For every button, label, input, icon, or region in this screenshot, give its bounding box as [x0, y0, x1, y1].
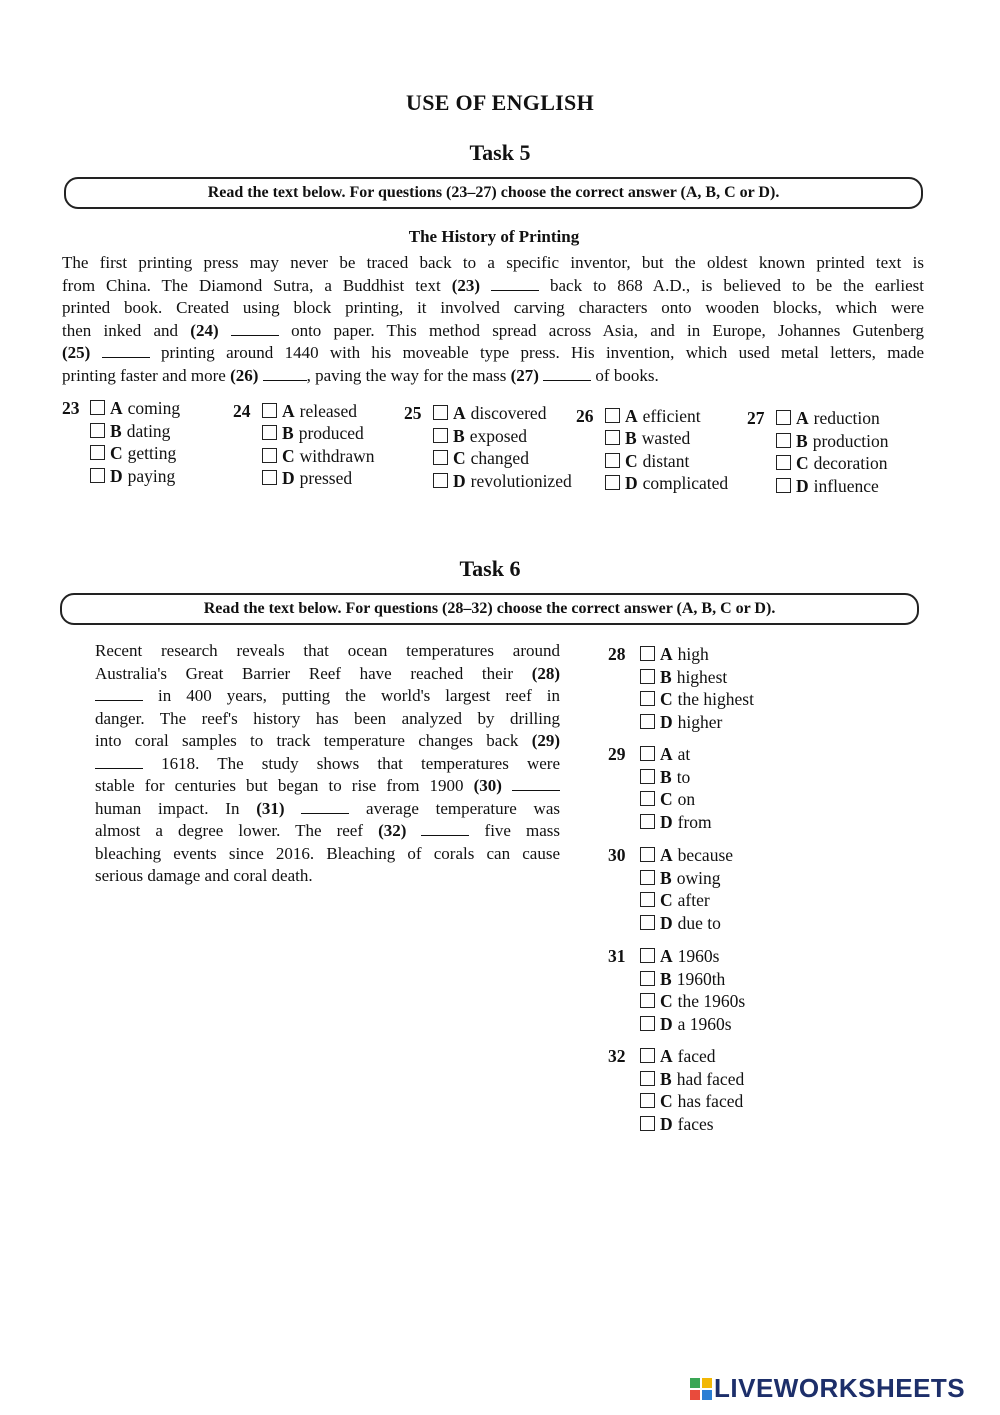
answer-option[interactable] — [433, 447, 529, 470]
option-text: due to — [677, 912, 721, 933]
question-number: 23 — [62, 398, 80, 418]
liveworksheets-logo-text: LIVEWORKSHEETS — [714, 1373, 966, 1403]
checkbox[interactable] — [640, 1093, 655, 1108]
task5-title: Task 5 — [469, 140, 531, 165]
gap-27-blank[interactable] — [543, 366, 591, 381]
checkbox[interactable] — [640, 791, 655, 806]
option-text: discovered — [470, 403, 547, 423]
gap-23-blank[interactable] — [491, 276, 539, 291]
option-text: paying — [127, 465, 176, 486]
answer-option[interactable] — [776, 452, 888, 475]
task5-line-2: from China. The Diamond Sutra, a Buddhist text (23) back to 868 A.D., is believed to be the earliest — [62, 275, 925, 295]
checkbox[interactable] — [640, 691, 655, 706]
option-letter: A — [625, 405, 638, 426]
option-letter: A — [796, 408, 809, 428]
answer-option[interactable] — [433, 470, 572, 493]
gap-24-blank[interactable] — [231, 321, 279, 336]
answer-option[interactable] — [640, 766, 690, 789]
checkbox[interactable] — [90, 445, 105, 460]
question-number: 26 — [576, 405, 594, 426]
option-letter: A — [660, 946, 673, 966]
option-letter: D — [625, 473, 638, 493]
gap-label-27: (27) — [510, 365, 539, 385]
task6-line-5: into coral samples to track temperature changes back (29) — [95, 731, 561, 750]
answer-option[interactable] — [776, 475, 879, 498]
option-letter: A — [660, 1046, 673, 1066]
task6-line-1: Recent research reveals that ocean temperatures around — [95, 641, 560, 660]
question-number: 25 — [404, 403, 422, 423]
checkbox[interactable] — [605, 408, 620, 423]
task5-instruction: Read the text below. For questions (23–27) choose the correct answer (A, B, C or D). — [64, 177, 923, 209]
option-letter: B — [625, 428, 637, 448]
checkbox[interactable] — [605, 475, 620, 490]
task5-passage — [62, 252, 924, 387]
question-number: 27 — [747, 408, 765, 428]
question-number: 24 — [233, 400, 251, 421]
option-letter: B — [660, 666, 672, 687]
task5-line-5: (25) printing around 1440 with his moveable type press. His invention, which used metal letters, made — [62, 343, 925, 362]
option-text: at — [677, 744, 691, 764]
option-text: because — [677, 845, 734, 865]
option-text: reduction — [813, 408, 880, 428]
option-letter: D — [110, 465, 123, 486]
option-letter: C — [282, 445, 295, 466]
option-letter: C — [110, 443, 123, 463]
option-letter: C — [660, 1091, 673, 1111]
option-text: the 1960s — [677, 991, 746, 1011]
answer-option[interactable] — [640, 688, 754, 711]
option-text: distant — [642, 450, 690, 471]
answer-option[interactable] — [640, 912, 721, 935]
gap-label-24: (24) — [190, 320, 219, 340]
option-text: exposed — [469, 425, 528, 446]
answer-option[interactable] — [262, 467, 352, 490]
option-letter: A — [453, 403, 466, 423]
task5-line-6: printing faster and more (26) , paving the way for the mass (27) of books. — [62, 365, 659, 385]
option-letter: A — [660, 644, 673, 664]
option-text: on — [677, 789, 696, 809]
option-letter: C — [660, 890, 673, 910]
task6-line-9: almost a degree lower. The reef (32) five mass — [95, 821, 561, 840]
gap-label-29: (29) — [531, 731, 561, 750]
option-letter: C — [796, 453, 809, 473]
answer-option[interactable] — [640, 1113, 714, 1136]
checkbox[interactable] — [605, 430, 620, 445]
checkbox[interactable] — [433, 450, 448, 465]
gap-label-30: (30) — [473, 776, 502, 795]
answer-option[interactable] — [262, 445, 375, 468]
checkbox[interactable] — [640, 892, 655, 907]
answer-option[interactable] — [640, 889, 710, 912]
checkbox[interactable] — [90, 468, 105, 483]
answer-option[interactable] — [640, 867, 720, 890]
task6-line-7: stable for centuries but began to rise from 1900 (30) — [95, 775, 560, 798]
option-letter: D — [660, 1013, 673, 1034]
option-letter: C — [660, 689, 673, 709]
option-text: decoration — [813, 453, 888, 473]
checkbox[interactable] — [640, 714, 655, 729]
checkbox[interactable] — [605, 453, 620, 468]
option-letter: B — [660, 968, 672, 989]
option-letter: D — [660, 912, 673, 933]
answer-option[interactable] — [262, 400, 357, 423]
option-text: efficient — [642, 405, 701, 426]
checkbox[interactable] — [90, 423, 105, 438]
option-letter: D — [453, 470, 466, 491]
checkbox[interactable] — [640, 948, 655, 963]
gap-label-25: (25) — [62, 343, 91, 362]
answer-option[interactable] — [640, 1068, 744, 1091]
task6-line-4: danger. The reef's history has been analyzed by drilling — [95, 708, 560, 728]
checkbox[interactable] — [776, 433, 791, 448]
option-text: faced — [677, 1046, 716, 1066]
checkbox[interactable] — [640, 915, 655, 930]
option-letter: A — [110, 398, 123, 418]
answer-option[interactable] — [262, 422, 364, 445]
answer-option[interactable] — [640, 743, 690, 766]
answer-option[interactable] — [640, 666, 727, 689]
task6-line-10: bleaching events since 2016. Bleaching of corals can cause — [95, 843, 560, 863]
answer-option[interactable] — [90, 420, 170, 443]
answer-option[interactable] — [90, 397, 180, 420]
task6-title: Task 6 — [459, 556, 521, 581]
checkbox[interactable] — [262, 403, 277, 418]
question-number: 28 — [608, 644, 626, 664]
answer-option[interactable] — [640, 1013, 732, 1036]
task6-line-2: Australia's Great Barrier Reef have reached their (28) — [95, 663, 561, 683]
option-letter: D — [660, 711, 673, 732]
task5-line-4: then inked and (24) onto paper. This method spread across Asia, and in Europe, Johannes Gutenberg — [62, 320, 924, 340]
option-text: getting — [127, 443, 177, 463]
option-letter: A — [660, 744, 673, 764]
question-number: 30 — [608, 845, 626, 865]
option-letter: C — [660, 789, 673, 809]
checkbox[interactable] — [433, 428, 448, 443]
option-text: wasted — [641, 428, 691, 448]
task6-options — [0, 643, 1000, 1143]
option-text: released — [299, 400, 357, 421]
gap-label-32: (32) — [378, 821, 407, 840]
answer-option[interactable] — [776, 430, 889, 453]
option-text: withdrawn — [299, 445, 375, 466]
option-text: revolutionized — [470, 470, 572, 491]
option-letter: B — [453, 425, 465, 446]
answer-option[interactable] — [640, 990, 745, 1013]
question-number: 32 — [608, 1046, 626, 1066]
answer-option[interactable] — [605, 450, 689, 473]
option-text: faces — [677, 1113, 714, 1134]
task5-text-title: The History of Printing — [408, 227, 580, 246]
checkbox[interactable] — [640, 746, 655, 761]
option-text: 1960s — [677, 946, 720, 966]
option-text: highest — [676, 666, 728, 687]
gap-25-blank[interactable] — [102, 343, 150, 358]
checkbox[interactable] — [640, 847, 655, 862]
checkbox[interactable] — [776, 410, 791, 425]
checkbox[interactable] — [776, 455, 791, 470]
answer-option[interactable] — [640, 968, 725, 991]
checkbox[interactable] — [640, 993, 655, 1008]
answer-option[interactable] — [640, 643, 709, 666]
option-text: influence — [813, 475, 879, 496]
option-letter: B — [796, 430, 808, 451]
answer-option[interactable] — [90, 442, 176, 465]
option-text: has faced — [677, 1091, 744, 1111]
option-letter: C — [625, 450, 638, 471]
option-letter: B — [660, 1068, 672, 1089]
answer-option[interactable] — [640, 788, 695, 811]
task6-line-3: in 400 years, putting the world's largest reef in — [95, 685, 560, 708]
option-text: produced — [298, 423, 364, 443]
gap-label-28: (28) — [531, 663, 561, 683]
checkbox[interactable] — [640, 769, 655, 784]
checkbox[interactable] — [640, 814, 655, 829]
answer-option[interactable] — [640, 1090, 743, 1113]
task6-line-11: serious damage and coral death. — [95, 866, 313, 885]
option-letter: D — [660, 1113, 673, 1134]
answer-option[interactable] — [90, 465, 175, 488]
option-text: owing — [676, 867, 721, 888]
option-text: coming — [127, 398, 181, 418]
gap-label-23: (23) — [451, 275, 481, 295]
answer-option[interactable] — [605, 405, 701, 428]
option-text: complicated — [642, 473, 729, 493]
option-letter: B — [282, 423, 294, 443]
question-number: 31 — [608, 946, 626, 966]
option-text: dating — [126, 420, 171, 441]
task5-options — [0, 397, 1000, 497]
answer-option[interactable] — [640, 1045, 716, 1068]
checkbox[interactable] — [640, 1016, 655, 1031]
option-letter: D — [796, 475, 809, 496]
checkbox[interactable] — [262, 425, 277, 440]
option-letter: C — [453, 448, 466, 468]
checkbox[interactable] — [640, 1048, 655, 1063]
answer-option[interactable] — [433, 425, 527, 448]
task6-instruction: Read the text below. For questions (28–32) choose the correct answer (A, B, C or D). — [60, 593, 919, 625]
checkbox[interactable] — [640, 669, 655, 684]
answer-option[interactable] — [605, 427, 690, 450]
option-text: the highest — [677, 689, 754, 709]
gap-label-31: (31) — [256, 798, 285, 818]
answer-option[interactable] — [640, 811, 712, 834]
checkbox[interactable] — [90, 400, 105, 415]
answer-option[interactable] — [433, 402, 546, 425]
option-text: high — [677, 644, 709, 664]
answer-option[interactable] — [640, 945, 719, 968]
gap-label-26: (26) — [230, 365, 259, 385]
option-text: production — [812, 430, 889, 451]
option-letter: D — [282, 468, 295, 488]
task5-line-1: The first printing press may never be traced back to a specific inventor, but the oldest known printed text is — [62, 253, 924, 272]
option-text: pressed — [299, 468, 353, 488]
checkbox[interactable] — [262, 470, 277, 485]
option-letter: C — [660, 991, 673, 1011]
option-letter: B — [660, 766, 672, 787]
liveworksheets-logo-icon — [690, 1378, 712, 1400]
option-letter: A — [282, 400, 295, 421]
option-text: changed — [470, 448, 529, 468]
gap-26-blank[interactable] — [263, 366, 307, 381]
option-text: after — [677, 890, 710, 910]
page-heading: USE OF ENGLISH — [406, 90, 594, 115]
task6-line-6: 1618. The study shows that temperatures were — [95, 753, 560, 776]
checkbox[interactable] — [640, 1116, 655, 1131]
answer-option[interactable] — [605, 472, 728, 495]
checkbox[interactable] — [433, 405, 448, 420]
option-text: from — [677, 811, 712, 832]
option-text: a 1960s — [677, 1013, 732, 1034]
checkbox[interactable] — [776, 478, 791, 493]
checkbox[interactable] — [262, 448, 277, 463]
question-number: 29 — [608, 744, 626, 764]
task5-line-3: printed book. Created using block printing, it involved carving characters onto wooden blocks, which were — [62, 298, 924, 317]
checkbox[interactable] — [640, 971, 655, 986]
answer-option[interactable] — [776, 407, 880, 430]
option-text: to — [676, 766, 691, 787]
option-letter: B — [110, 420, 122, 441]
task6-line-8: human impact. In (31) average temperature was — [95, 798, 560, 818]
option-letter: D — [660, 811, 673, 832]
checkbox[interactable] — [640, 1071, 655, 1086]
checkbox[interactable] — [640, 870, 655, 885]
option-letter: A — [660, 845, 673, 865]
option-text: had faced — [676, 1068, 745, 1089]
liveworksheets-logo — [690, 1373, 965, 1404]
answer-option[interactable] — [640, 844, 733, 867]
option-text: higher — [677, 711, 723, 732]
answer-option[interactable] — [640, 711, 722, 734]
checkbox[interactable] — [640, 646, 655, 661]
option-text: 1960th — [676, 968, 726, 989]
option-letter: B — [660, 867, 672, 888]
checkbox[interactable] — [433, 473, 448, 488]
